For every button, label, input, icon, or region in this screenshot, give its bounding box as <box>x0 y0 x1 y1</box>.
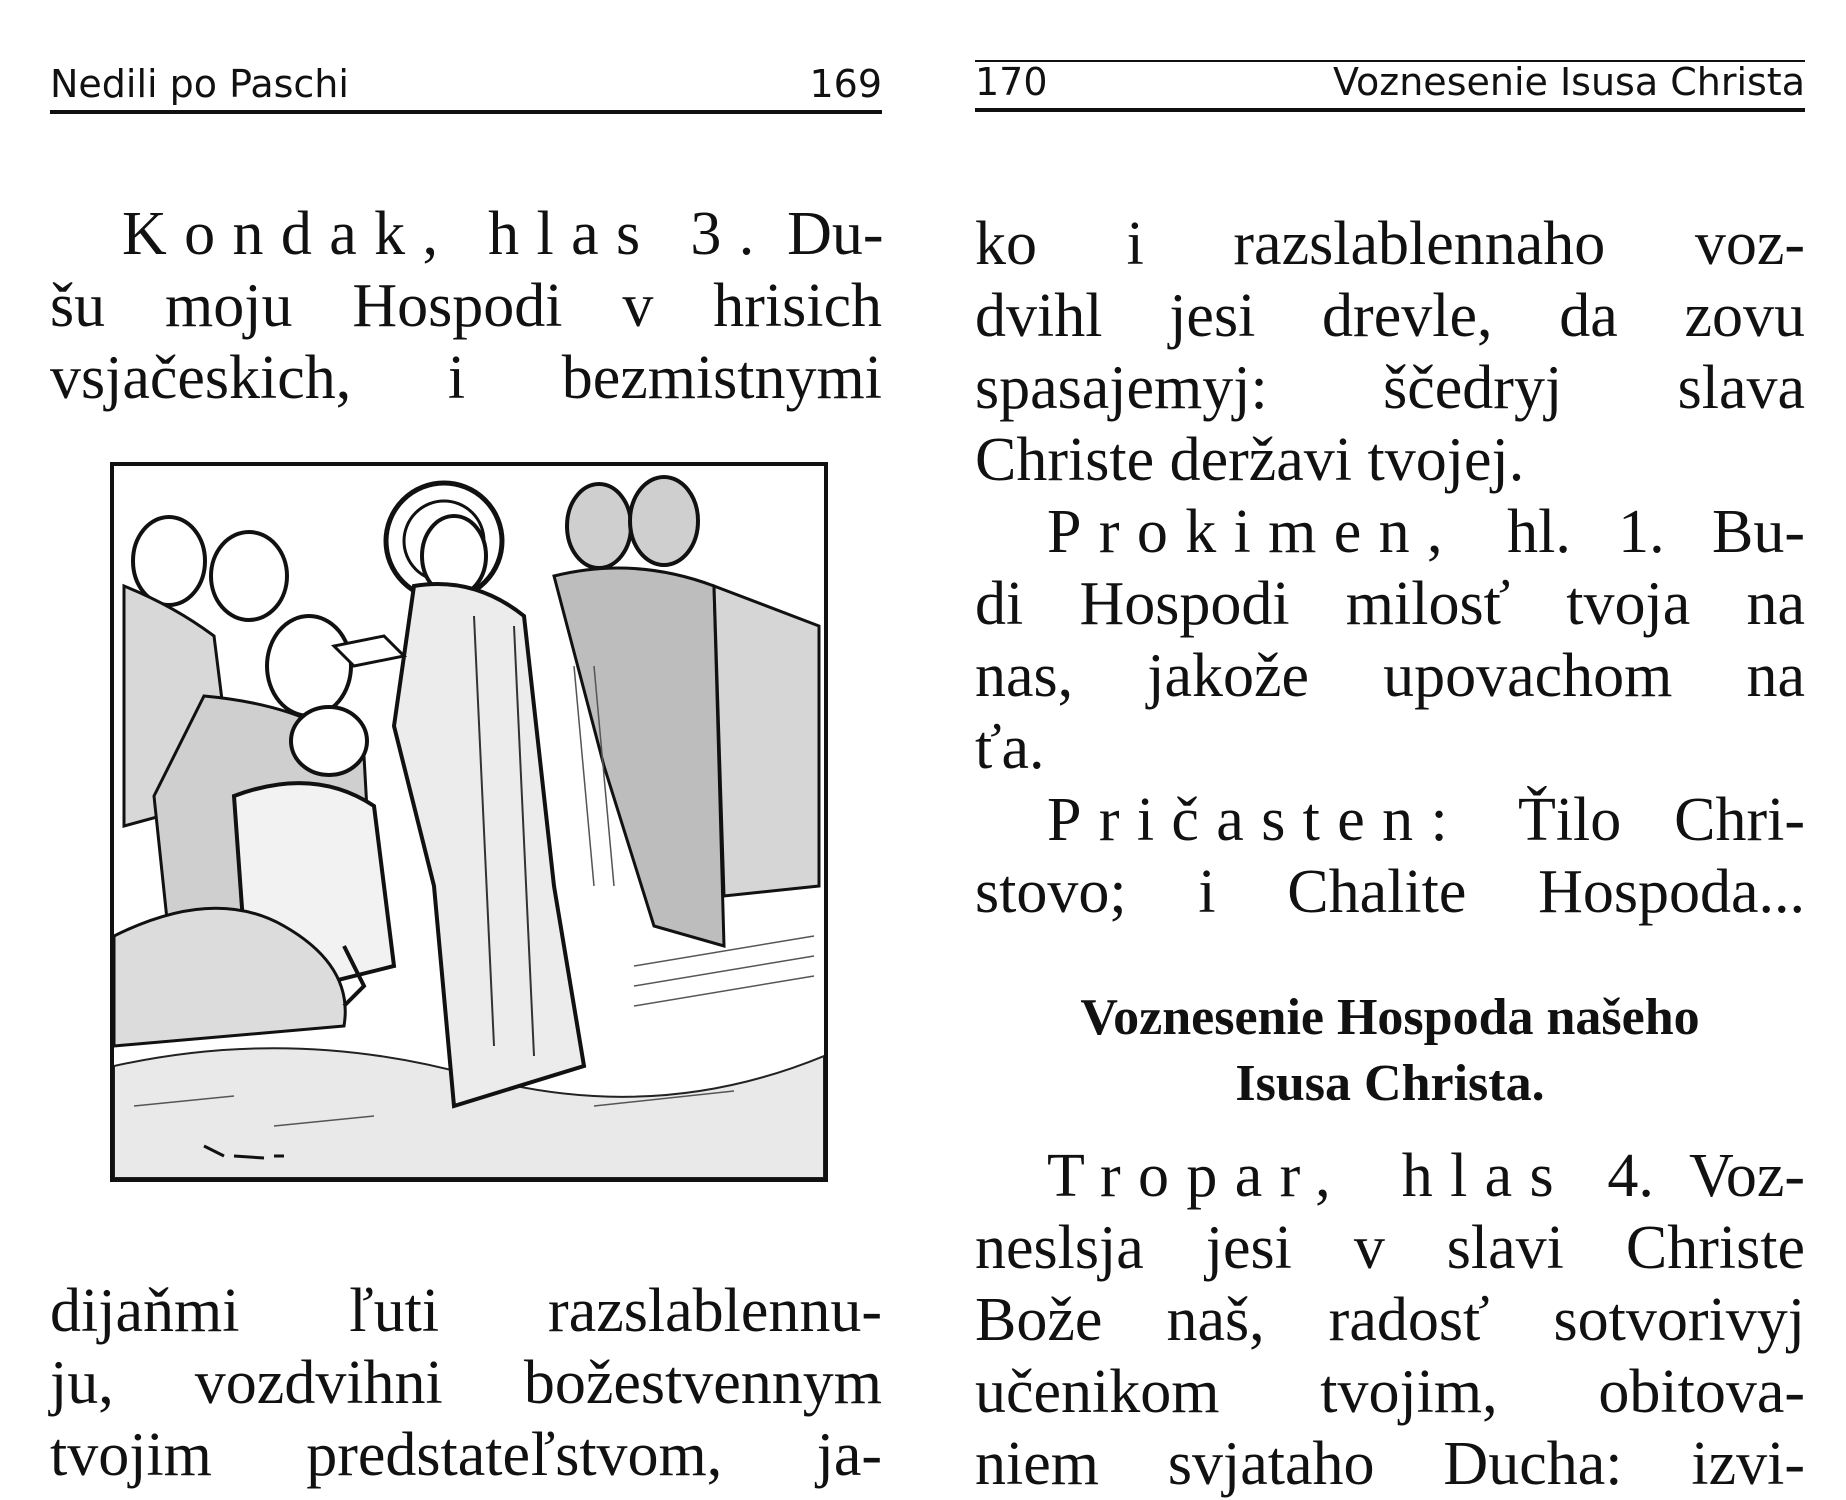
kondak-end-line-1: ko i razslablennaho voz- <box>975 210 1805 278</box>
tropar-line-2: neslsja jesi v slavi Christe <box>975 1214 1805 1282</box>
left-running-title: Nedili po Paschi <box>50 62 349 106</box>
kondak-text <box>50 198 882 414</box>
kondak-end-line-3: spasajemyj: ščedryj slava <box>975 354 1805 422</box>
pricasten-heading: Pričasten: <box>1047 786 1466 854</box>
kondak-end-line-4: Christe deržavi tvojej. <box>975 426 1525 494</box>
right-page-header <box>975 60 1805 112</box>
woodcut-illustration <box>110 462 828 1182</box>
kondak-continuation <box>50 1275 882 1491</box>
kondak-line-2: šu moju Hospodi v hrisich <box>50 272 882 340</box>
kondak-cont-line-3: tvojim predstateľstvom, ja- <box>50 1421 882 1489</box>
kondak-cont-line-1: dijaňmi ľuti razslablennu- <box>50 1277 882 1345</box>
prokimen-line-4: ťa. <box>975 714 1045 782</box>
tropar-line-3: Bože naš, radosť sotvorivyj <box>975 1286 1805 1354</box>
tropar-line-4: učenikom tvojim, obitova- <box>975 1358 1805 1426</box>
section-title-line-1: Voznesenie Hospoda našeho <box>1080 989 1700 1046</box>
prokimen-line-1: Prokimen, hl. 1. Bu- <box>1047 498 1805 566</box>
tropar-text <box>975 1140 1805 1500</box>
kondak-heading: Kondak, hlas 3. <box>122 200 772 268</box>
kondak-line-3: vsjačeskich, i bezmistnymi <box>50 344 882 412</box>
kondak-end-line-2: dvihl jesi drevle, da zovu <box>975 282 1805 350</box>
section-title <box>975 985 1805 1117</box>
tropar-line-5: niem svjataho Ducha: izvi- <box>975 1430 1805 1498</box>
right-running-title: Voznesenie Isusa Christa <box>1332 60 1805 104</box>
left-page-header <box>50 62 882 114</box>
right-page-number: 170 <box>975 60 1048 104</box>
prokimen-line-3: nas, jakože upovachom na <box>975 642 1805 710</box>
section-title-line-2: Isusa Christa. <box>1235 1055 1545 1112</box>
pricasten-line-2: stovo; i Chalite Hospoda... <box>975 858 1805 926</box>
kondak-line-1: Kondak, hlas 3. Du- <box>122 200 884 268</box>
prokimen-line-2: di Hospodi milosť tvoja na <box>975 570 1805 638</box>
kondak-end-text <box>975 208 1805 928</box>
pricasten-line-1: Pričasten: Ťilo Chri- <box>1047 786 1805 854</box>
prokimen-heading: Prokimen, <box>1047 498 1460 566</box>
tropar-line-1: Tropar, hlas 4. Voz- <box>1047 1142 1805 1210</box>
tropar-heading: Tropar, hlas <box>1047 1142 1572 1210</box>
left-page-number: 169 <box>809 62 882 106</box>
illustration-drawing <box>114 466 824 1178</box>
kondak-cont-line-2: ju, vozdvihni božestvennym <box>50 1349 882 1417</box>
